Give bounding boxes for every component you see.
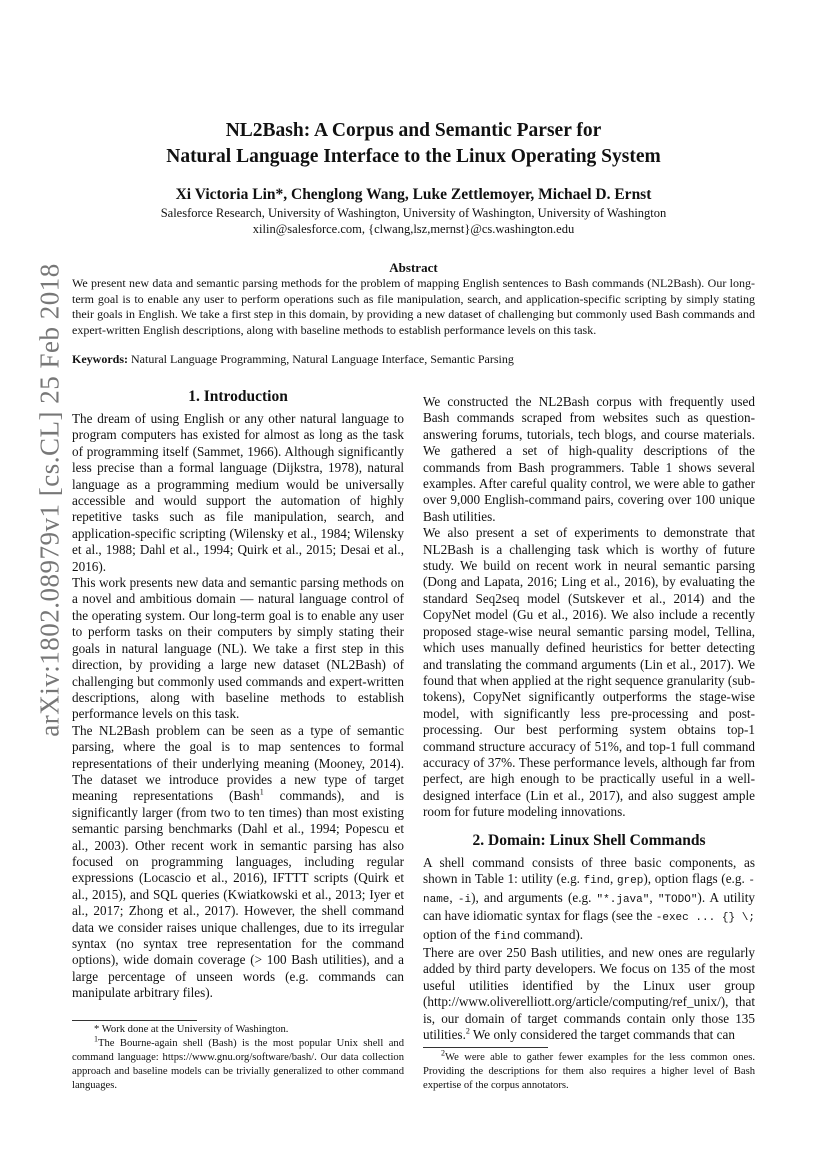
- paper-title: [72, 118, 755, 170]
- emails: xilin@salesforce.com, {clwang,lsz,mernst}@cs.washington.edu: [252, 222, 575, 236]
- affiliation-block: [72, 205, 755, 237]
- paragraph: The dream of using English or any other natural language to program computers has existed for almost as long as the task of programming itself (Sammet, 1966). Although significantly less precise than a formal language (Dijkstra, 1978), natural language as a programming medium would be universally accessible and would support the automation of highly repetitive tasks such as file manipulation, search, and application-specific scripting (Wilensky et al., 1984; Wilensky et al., 1988; Dahl et al., 1994; Quirk et al., 2015; Desai et al., 2016).: [72, 411, 404, 574]
- abstract-text: We present new data and semantic parsing methods for the problem of mapping English sentences to Bash commands (NL2Bash). Our long-term goal is to enable any user to perform operations such as file manipulation, search, and application-specific scripting by simply stating their goals in English. We take a first step in this domain, by providing a new dataset of challenging but commonly used Bash commands and expert-written English descriptions, along with baseline methods to establish performance levels on this task.: [72, 276, 755, 337]
- text: option of the: [423, 926, 494, 942]
- footnote-1: [72, 1034, 404, 1093]
- abstract-heading: Abstract: [389, 260, 438, 275]
- text: ,: [649, 889, 658, 905]
- title-line-1: NL2Bash: A Corpus and Semantic Parser for: [225, 120, 602, 141]
- authors: Xi Victoria Lin*, Chenglong Wang, Luke Zettlemoyer, Michael D. Ernst: [175, 186, 652, 203]
- paragraph-text: commands), and is significantly larger (from two to ten times) than most existing semantic parsing benchmarks (Dahl et al., 1994; Popescu et al., 2003). Other recent work in semantic parsing has also focused on programming languages, including regular expressions (Locascio et al., 2016), IFTTT scripts (Quirk et al., 2015), and SQL queries (Kwiatkowski et al., 2013; Iyer et al., 2017; Zhong et al., 2017). However, the shell command data we consider raises unique challenges, due to its irregular syntax (no syntax tree representation for the command options), wide domain coverage (> 100 Bash utilities), and a large percentage of unseen words (e.g. commands can manipulate arbitrary files).: [72, 788, 404, 1001]
- left-column: [72, 411, 404, 1002]
- text: command).: [520, 926, 584, 942]
- footnote-ref: 1: [259, 787, 264, 797]
- arxiv-stamp: [30, 120, 70, 880]
- paragraph: This work presents new data and semantic parsing methods on a novel and ambitious domain — natural language control of the operating system. Our long-term goal is to enable any user to perform tasks on their computers by simply stating their goals in natural language (NL). We take a first step in this direction, by providing a large new dataset (NL2Bash) of challenging but commonly used commands and expert-written descriptions, along with baseline methods to establish performance levels on this task.: [72, 575, 404, 722]
- keywords: [72, 352, 755, 367]
- code: find: [583, 875, 611, 888]
- footnote-star: * Work done at the University of Washington.: [94, 1024, 289, 1035]
- paragraph: [423, 945, 755, 1043]
- code: -name: [423, 875, 755, 906]
- code: -i: [457, 893, 472, 906]
- right-column: [423, 394, 755, 821]
- footnote-text: The Bourne-again shell (Bash) is the most popular Unix shell and command language: https://www.gnu.org/software/bash/. Our data collection approach and baseline models can be trivially generalized to other command languages.: [72, 1038, 404, 1091]
- text: We only considered the target commands that can: [469, 1027, 735, 1043]
- section-2-heading: 2. Domain: Linux Shell Commands: [472, 832, 706, 849]
- paragraph-text: The NL2Bash problem can be seen as a type of semantic parsing, where the goal is to map sentences to formal representations of their underlying meaning (Mooney, 2014). The dataset we introduce provides a new type of target meaning representations (Bash: [72, 722, 404, 804]
- text: A shell command consists of three basic components, as shown in Table 1: utility (e.g.: [423, 855, 755, 887]
- affiliation: Salesforce Research, University of Washington, University of Washington, University of Washington: [160, 206, 667, 220]
- code: "TODO": [657, 893, 698, 906]
- right-column-section-2: [423, 855, 755, 1043]
- paragraph: [423, 855, 755, 945]
- footnote-ref: 2: [465, 1026, 470, 1036]
- text: ,: [449, 889, 458, 905]
- text: ). A utility can have idiomatic syntax for flags (see the: [423, 889, 755, 924]
- text: ), option flags (e.g.: [643, 871, 749, 887]
- keywords-text: Natural Language Programming, Natural Language Interface, Semantic Parsing: [131, 352, 514, 366]
- footnote-mark: 2: [441, 1048, 445, 1058]
- section-1-heading: 1. Introduction: [188, 388, 288, 405]
- text: ,: [610, 871, 617, 887]
- paragraph: We constructed the NL2Bash corpus with frequently used Bash commands scraped from websites such as question-answering forums, tutorials, tech blogs, and course materials. We gathered a set of high-quality descriptions of the commands from Bash programmers. Table 1 shows several examples. After careful quality control, we were able to gather over 9,000 English-command pairs, covering over 100 unique Bash utilities.: [423, 394, 755, 524]
- paragraph: [72, 723, 404, 1002]
- footnote-mark: 1: [94, 1034, 98, 1044]
- code: "*.java": [596, 893, 650, 906]
- arxiv-stamp-text: arXiv:1802.08979v1 [cs.CL] 25 Feb 2018: [34, 263, 65, 737]
- footnote-rule: [72, 1020, 197, 1021]
- text: There are over 250 Bash utilities, and new ones are regularly added by third party developers. We focus on 135 of the most useful utilities identified by the Linux user group (http://www.oliverelliott.org/article/computing/ref_unix/), that is, our domain of target commands contain only those 135 utilities.: [423, 945, 755, 1043]
- footnote-text: We were able to gather fewer examples for the less common ones. Providing the descriptions for them also requires a higher level of Bash expertise of the corpus annotators.: [423, 1052, 755, 1091]
- text: ), and arguments (e.g.: [471, 889, 597, 905]
- paragraph: We also present a set of experiments to demonstrate that NL2Bash is a challenging task which is worthy of future study. We build on recent work in neural semantic parsing (Dong and Lapata, 2016; Ling et al., 2016), by evaluating the standard Seq2seq model (Sutskever et al., 2014) and the CopyNet model (Gu et al., 2016). We also include a recently proposed stage-wise neural semantic parsing model, Tellina, which uses manually defined heuristics for better detecting and translating the command arguments (Lin et al., 2017). We found that when applied at the right sequence granularity (sub-tokens), CopyNet significantly outperforms the stage-wise model, with significantly less pre-processing and post-processing. Our best performing system obtains top-1 command structure accuracy of 51%, and top-1 full command accuracy of 37%. These performance levels, although far from perfect, are high enough to be practically useful in a well-designed interface (Lin et al., 2017), and also suggest ample room for future modeling innovations.: [423, 525, 755, 820]
- code: grep: [616, 875, 644, 888]
- code: -exec ... {} \;: [655, 912, 755, 925]
- code: find: [493, 930, 521, 943]
- footnote-2: [423, 1048, 755, 1093]
- title-line-2: Natural Language Interface to the Linux Operating System: [166, 146, 661, 167]
- keywords-label: Keywords:: [72, 352, 128, 366]
- footnotes-left: [72, 1023, 404, 1093]
